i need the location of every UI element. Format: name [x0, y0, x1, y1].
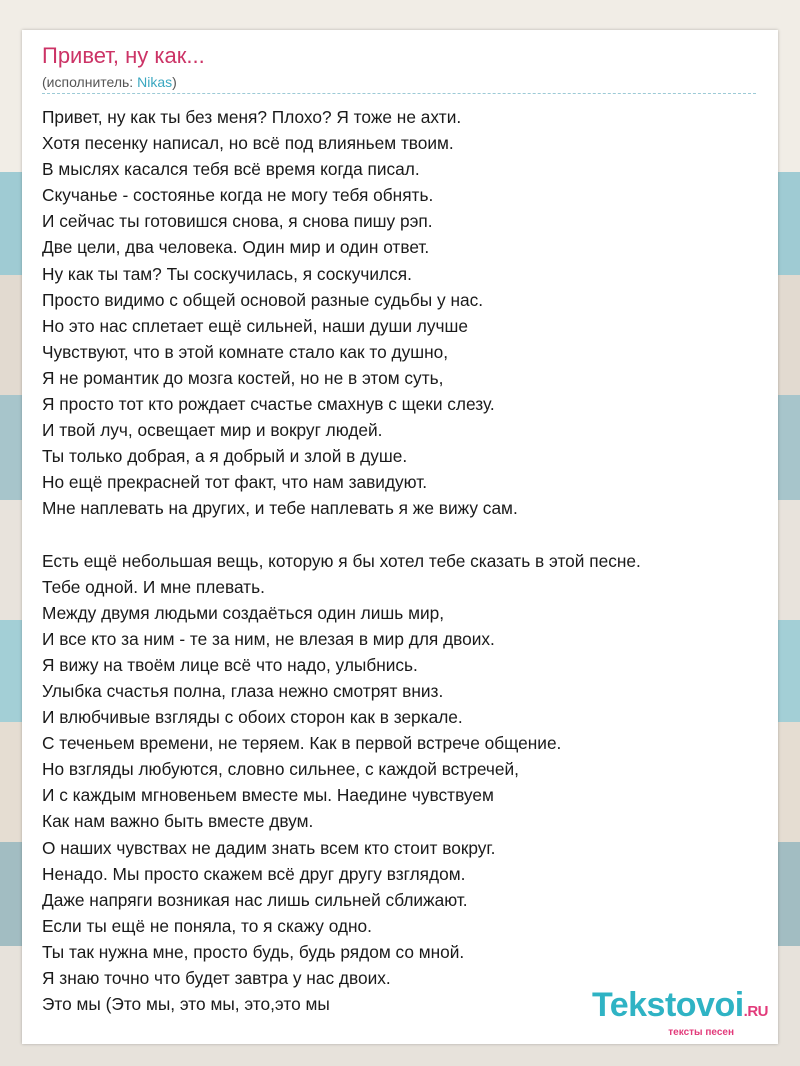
- lyric-line: Скучанье - состоянье когда не могу тебя обнять.: [42, 185, 434, 206]
- header-divider: [42, 93, 756, 94]
- lyric-line: Я вижу на твоём лице всё что надо, улыбнись.: [42, 654, 418, 675]
- lyric-line: Есть ещё небольшая вещь, которую я бы хотел тебе сказать в этой песне.: [42, 550, 641, 571]
- verse-1: [42, 104, 772, 522]
- lyric-line: Ты так нужна мне, просто будь, будь рядом со мной.: [42, 941, 465, 962]
- logo-tld: .RU: [743, 1003, 768, 1020]
- verse-gap: [42, 522, 772, 548]
- lyric-line: Если ты ещё не поняла, то я скажу одно.: [42, 915, 372, 936]
- lyric-line: Ну как ты там? Ты соскучилась, я соскучился.: [42, 263, 412, 284]
- lyric-line: И сейчас ты готовишся снова, я снова пишу рэп.: [42, 211, 433, 232]
- lyric-line: Просто видимо с общей основой разные судьбы у нас.: [42, 289, 484, 310]
- lyric-line: Даже напряги возникая нас лишь сильней сближают.: [42, 889, 468, 910]
- lyric-line: Чувствуют, что в этой комнате стало как то душно,: [42, 341, 449, 362]
- lyric-line: Между двумя людьми создаёться один лишь мир,: [42, 602, 445, 623]
- lyric-line: Мне наплевать на других, и тебе наплевать я же вижу сам.: [42, 498, 518, 519]
- lyric-line: Улыбка счастья полна, глаза нежно смотрят вниз.: [42, 680, 444, 701]
- lyric-line: И с каждым мгновеньем вместе мы. Наедине чувствуем: [42, 785, 494, 806]
- lyric-line: Но ещё прекрасней тот факт, что нам завидуют.: [42, 472, 428, 493]
- lyric-line: Как нам важно быть вместе двум.: [42, 811, 314, 832]
- lyrics-text: [42, 104, 772, 1017]
- lyric-line: Ты только добрая, а я добрый и злой в душе.: [42, 446, 408, 467]
- verse-2: [42, 548, 772, 1018]
- lyric-line: Но взгляды любуются, словно сильнее, с каждой встречей,: [42, 759, 519, 780]
- lyric-line: И все кто за ним - те за ним, не влезая в мир для двоих.: [42, 628, 495, 649]
- lyric-line: Тебе одной. И мне плевать.: [42, 576, 265, 597]
- lyric-line: Я знаю точно что будет завтра у нас двоих.: [42, 968, 391, 988]
- lyric-line: Две цели, два человека. Один мир и один ответ.: [42, 237, 430, 258]
- logo-subtitle: тексты песен: [668, 1027, 734, 1038]
- tekstovoi-logo[interactable]: [592, 988, 768, 1038]
- artist-link[interactable]: Nikas: [137, 74, 173, 90]
- logo-wordmark: [592, 988, 768, 1029]
- artist-prefix: (исполнитель:: [42, 74, 138, 90]
- lyric-line: Ненадо. Мы просто скажем всё друг другу взглядом.: [42, 863, 466, 884]
- lyric-line: И твой луч, освещает мир и вокруг людей.: [42, 420, 383, 441]
- song-title: Привет, ну как...: [42, 43, 205, 68]
- lyric-line: Я просто тот кто рождает счастье смахнув с щеки слезу.: [42, 394, 495, 415]
- lyric-line: Я не романтик до мозга костей, но не в этом суть,: [42, 367, 444, 388]
- lyric-line: И влюбчивые взгляды с обоих сторон как в зеркале.: [42, 707, 463, 728]
- logo-main-text: Tekstovoi: [591, 986, 744, 1024]
- lyric-line: О наших чувствах не дадим знать всем кто стоит вокруг.: [42, 837, 496, 858]
- lyric-line: В мыслях касался тебя всё время когда писал.: [42, 159, 420, 180]
- lyrics-card: [22, 30, 778, 1044]
- artist-line: [42, 74, 177, 90]
- lyric-line: Но это нас сплетает ещё сильней, наши души лучше: [42, 315, 469, 336]
- artist-suffix: ): [172, 74, 177, 90]
- lyric-line: Привет, ну как ты без меня? Плохо? Я тоже не ахти.: [42, 107, 462, 127]
- lyric-line: Хотя песенку написал, но всё под влияньем твоим.: [42, 133, 454, 154]
- lyric-line: Это мы (Это мы, это мы, это,это мы: [42, 994, 330, 1015]
- lyric-line: С теченьем времени, не теряем. Как в первой встрече общение.: [42, 733, 562, 754]
